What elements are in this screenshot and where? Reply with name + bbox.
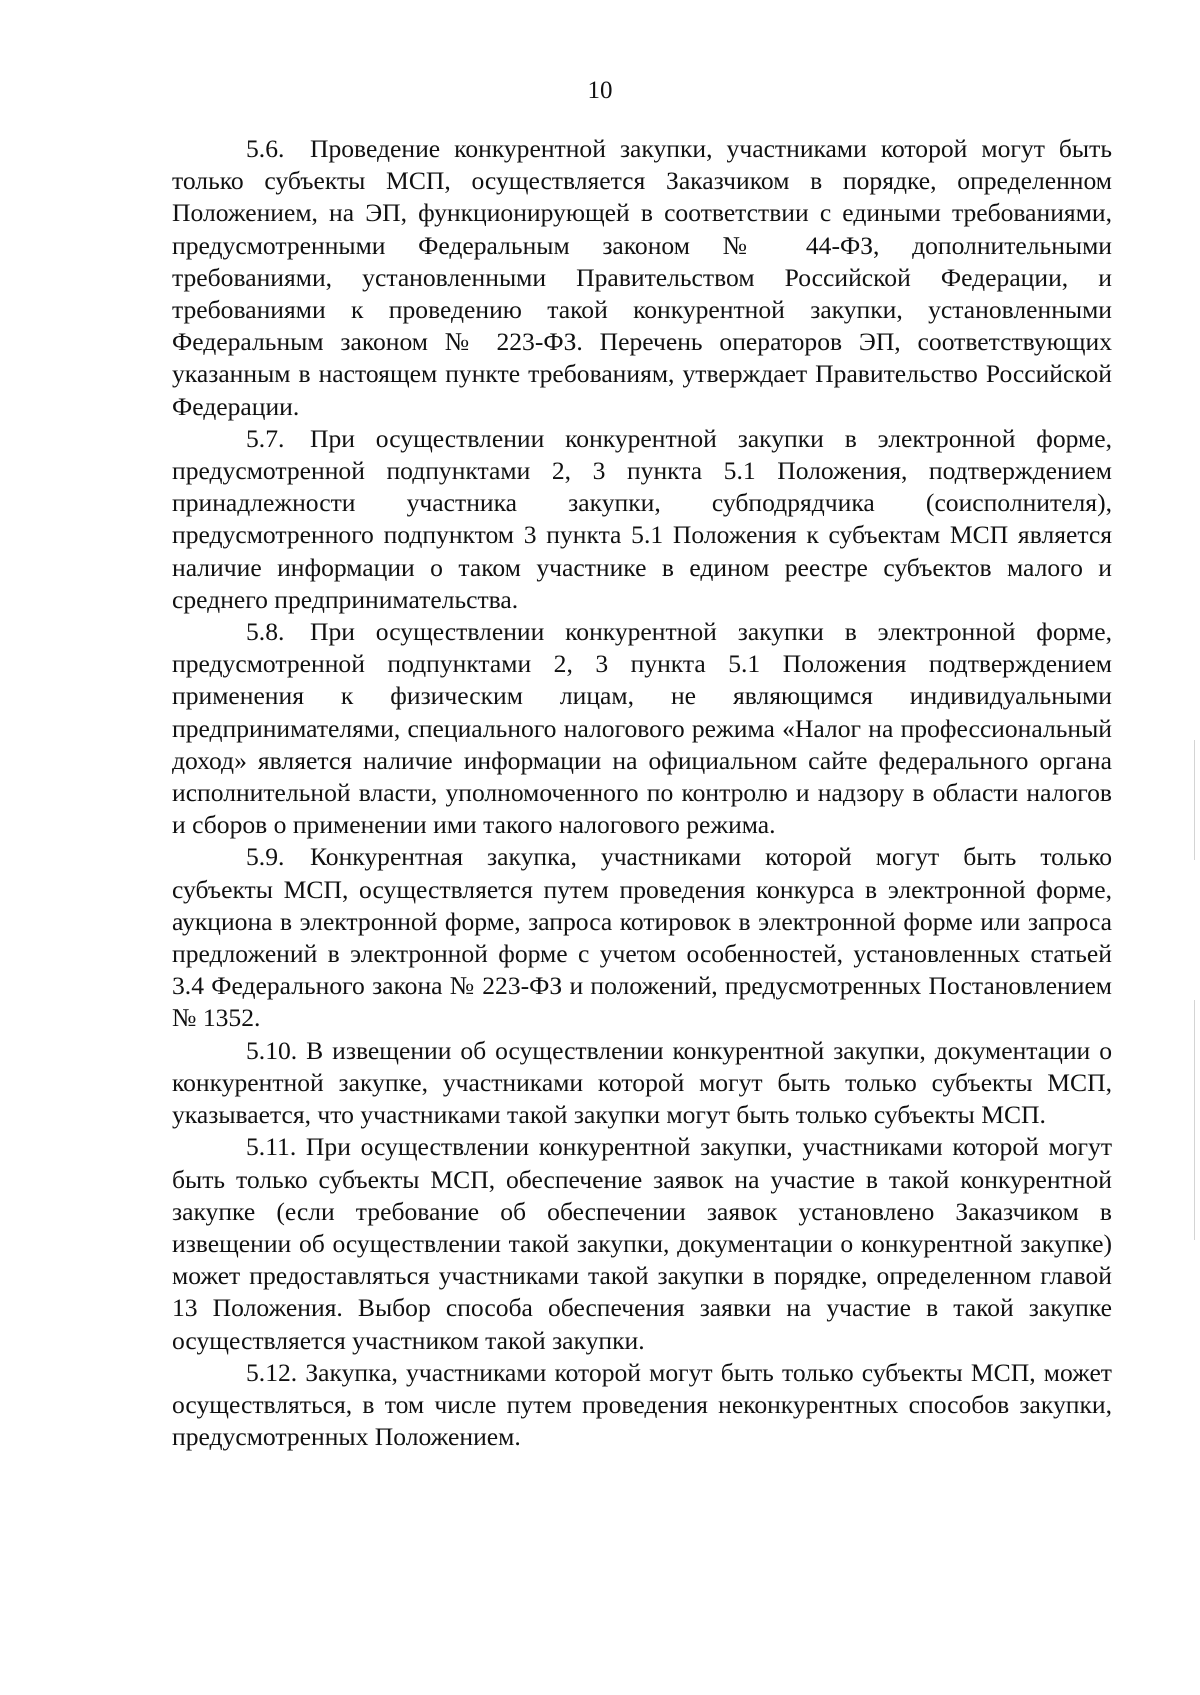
paragraph-5-9: 5.9. Конкурентная закупка, участниками которой могут быть только субъекты МСП, осуществляется путем проведения конкурса в электронной форме, аукциона в электронной форме, запроса котировок в электронной форме или запроса предложений в электронной форме с учетом особенностей, установленных статьей 3.4 Федерального закона № 223-ФЗ и положений, предусмотренных Постановлением № 1352. [172, 842, 1112, 1033]
page-number: 10 [587, 77, 613, 104]
paragraph-5-6: 5.6. Проведение конкурентной закупки, участниками которой могут быть только субъекты МСП, осуществляется Заказчиком в порядке, определенном Положением, на ЭП, функционирующей в соответствии с едиными требованиями, предусмотренными Федеральным законом № 44-ФЗ, дополнительными требованиями, установленными Правительством Российской Федерации, и требованиями к проведению такой конкурентной закупки, установленными Федеральным законом № 223-ФЗ. Перечень операторов ЭП, соответствующих указанным в настоящем пункте требованиям, утверждает Правительство Российской Федерации. [172, 134, 1112, 421]
paragraph-5-12: 5.12. Закупка, участниками которой могут быть только субъекты МСП, может осуществляться, в том числе путем проведения неконкурентных способов закупки, предусмотренных Положением. [172, 1357, 1112, 1452]
paragraph-5-8: 5.8. При осуществлении конкурентной закупки в электронной форме, предусмотренной подпунктами 2, 3 пункта 5.1 Положения подтверждением применения к физическим лицам, не являющимся индивидуальными предпринимателями, специального налогового режима «Налог на профессиональный доход» является наличие информации на официальном сайте федерального органа исполнительной власти, уполномоченного по контролю и надзору в области налогов и сборов о применении ими такого налогового режима. [172, 617, 1112, 840]
scan-edge-mark [1194, 740, 1195, 860]
paragraph-5-7: 5.7. При осуществлении конкурентной закупки в электронной форме, предусмотренной подпунктами 2, 3 пункта 5.1 Положения, подтверждением принадлежности участника закупки, субподрядчика (соисполнителя), предусмотренного подпунктом 3 пункта 5.1 Положения к субъектам МСП является наличие информации о таком участнике в едином реестре субъектов малого и среднего предпринимательства. [172, 423, 1112, 614]
scan-edge-mark [1194, 1000, 1195, 1240]
paragraph-5-11: 5.11. При осуществлении конкурентной закупки, участниками которой могут быть только субъекты МСП, обеспечение заявок на участие в такой конкурентной закупке (если требование об обеспечении заявок установлено Заказчиком в извещении об осуществлении такой закупки, документации о конкурентной закупке) может предоставляться участниками такой закупки в порядке, определенном главой 13 Положения. Выбор способа обеспечения заявки на участие в такой закупке осуществляется участником такой закупки. [172, 1132, 1112, 1355]
paragraph-5-10: 5.10. В извещении об осуществлении конкурентной закупки, документации о конкурентной закупке, участниками которой могут быть только субъекты МСП, указывается, что участниками такой закупки могут быть только субъекты МСП. [172, 1035, 1112, 1130]
document-body [172, 133, 1112, 1453]
